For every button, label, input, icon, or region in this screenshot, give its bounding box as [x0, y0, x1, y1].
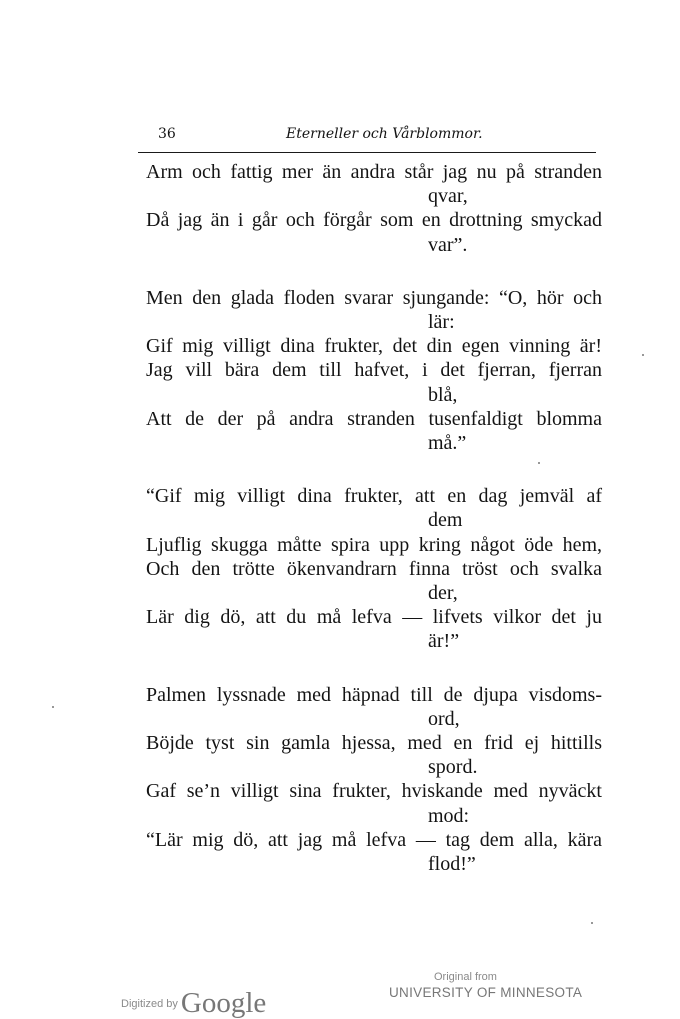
- verse-line: “Lär mig dö, att jag må lefva — tag dem alla, kära: [146, 828, 602, 851]
- verse-line-continuation: må.”: [428, 432, 467, 455]
- page-header: [158, 126, 594, 148]
- original-from-label: Original from: [434, 971, 497, 983]
- verse-line-continuation: flod!”: [428, 853, 476, 876]
- stanza: [146, 683, 602, 877]
- verse-line-continuation: blå,: [428, 383, 458, 406]
- verse-line-continuation: qvar,: [428, 185, 468, 208]
- verse-line: Lär dig dö, att du må lefva — lifvets vilkor det ju: [146, 606, 602, 629]
- scan-speck: [52, 706, 54, 708]
- page-number: 36: [158, 126, 176, 142]
- verse-line: Jag vill bära dem till hafvet, i det fjerran, fjerran: [146, 359, 602, 382]
- verse-line-continuation: mod:: [428, 804, 470, 827]
- digitization-footer: [0, 968, 680, 1019]
- google-logo: Google: [180, 987, 267, 1019]
- digitized-by: [121, 982, 267, 1019]
- verse-line-continuation: dem: [428, 509, 463, 532]
- verse-line: Men den glada floden svarar sjungande: “O, hör och: [146, 286, 602, 309]
- verse-line: Och den trötte ökenvandrarn finna tröst och svalka: [146, 557, 602, 580]
- header-rule: [138, 152, 596, 153]
- verse-line: Arm och fattig mer än andra står jag nu på stranden: [146, 161, 602, 183]
- verse-line-continuation: ord,: [428, 707, 460, 730]
- verse-line: Att de der på andra stranden tusenfaldigt blomma: [146, 407, 602, 430]
- scan-speck: [642, 354, 644, 356]
- verse-line-continuation: der,: [428, 582, 458, 605]
- verse-line-continuation: lär:: [428, 311, 455, 334]
- verse-line: Då jag än i går och förgår som en drottning smyckad: [146, 209, 602, 232]
- verse-line: Ljuflig skugga måtte spira upp kring något öde hem,: [146, 533, 602, 556]
- verse-line-continuation: spord.: [428, 756, 478, 779]
- poem-text: [146, 160, 602, 905]
- stanza: [146, 160, 602, 257]
- verse-line: “Gif mig villigt dina frukter, att en dag jemväl af: [146, 485, 602, 508]
- digitized-by-label: Digitized by: [121, 998, 178, 1010]
- institution-name: UNIVERSITY OF MINNESOTA: [389, 985, 583, 1000]
- verse-line: Palmen lyssnade med häpnad till de djupa visdoms-: [146, 683, 602, 706]
- verse-line: Gif mig villigt dina frukter, det din egen vinning är!: [146, 335, 602, 358]
- verse-line-continuation: var”.: [428, 233, 468, 256]
- stanza: [146, 286, 602, 455]
- scan-speck: [538, 462, 540, 464]
- verse-line-continuation: är!”: [428, 630, 460, 653]
- verse-line: Böjde tyst sin gamla hjessa, med en frid ej hittills: [146, 732, 602, 755]
- verse-line: Gaf se’n villigt sina frukter, hviskande med nyväckt: [146, 780, 602, 803]
- scan-speck: [591, 922, 593, 924]
- stanza: [146, 484, 602, 653]
- running-title: Eterneller och Vårblommor.: [286, 126, 483, 142]
